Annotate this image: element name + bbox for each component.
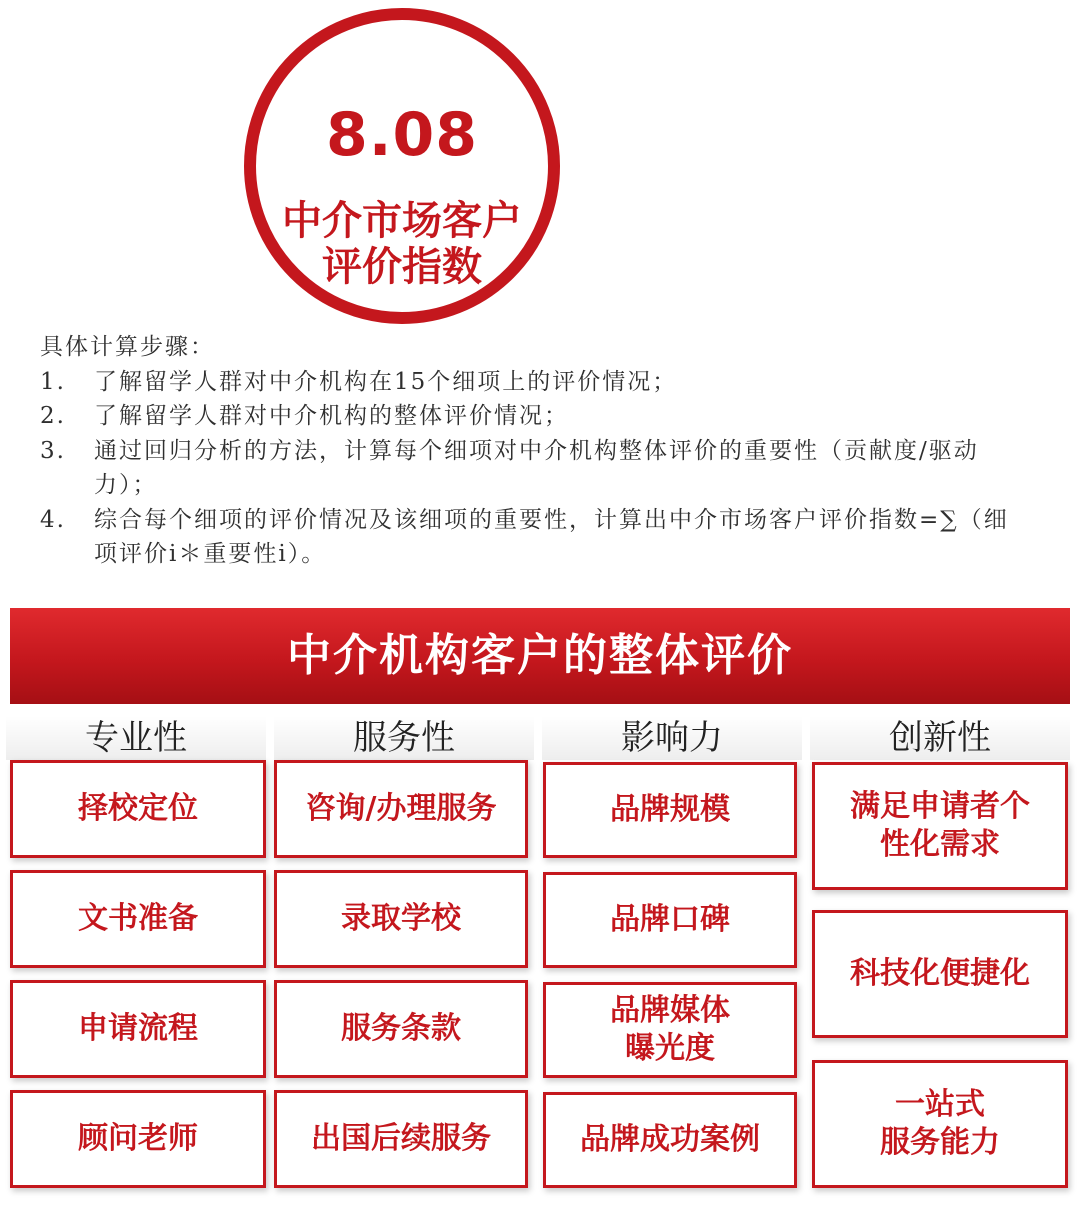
item-label: 出国后续服务 bbox=[311, 1121, 491, 1156]
item-label: 申请流程 bbox=[78, 1011, 198, 1046]
item-box bbox=[543, 1092, 797, 1188]
step-number: 1. bbox=[40, 368, 66, 395]
item-box bbox=[10, 1090, 266, 1188]
item-label: 顾问老师 bbox=[78, 1121, 198, 1156]
step-item bbox=[40, 434, 1020, 503]
item-box bbox=[274, 870, 528, 968]
overall-evaluation-banner: 中介机构客户的整体评价 bbox=[10, 608, 1070, 704]
item-box bbox=[274, 1090, 528, 1188]
step-number: 2. bbox=[40, 403, 66, 429]
step-item bbox=[40, 503, 1020, 572]
step-item bbox=[40, 365, 1020, 400]
item-label: 品牌成功案例 bbox=[580, 1122, 760, 1157]
column-header-influence: 影响力 bbox=[542, 716, 802, 760]
column-header-professionalism: 专业性 bbox=[6, 716, 266, 760]
item-box bbox=[812, 762, 1068, 890]
item-box bbox=[812, 910, 1068, 1038]
item-label: 一站式 服务能力 bbox=[880, 1087, 1000, 1160]
score-circle bbox=[244, 8, 560, 324]
item-label: 科技化便捷化 bbox=[850, 956, 1030, 991]
calculation-steps bbox=[40, 330, 1020, 572]
item-box bbox=[10, 870, 266, 968]
step-text: 综合每个细项的评价情况及该细项的重要性，计算出中介市场客户评价指数=∑（细项评价i＊重要性i）。 bbox=[94, 506, 1009, 567]
step-number: 3. bbox=[40, 437, 66, 464]
column-header-innovation: 创新性 bbox=[810, 716, 1070, 760]
item-box bbox=[10, 980, 266, 1078]
item-box bbox=[543, 872, 797, 968]
item-box bbox=[274, 980, 528, 1078]
item-label: 服务条款 bbox=[341, 1011, 461, 1046]
item-label: 咨询/办理服务 bbox=[305, 791, 497, 826]
item-label: 录取学校 bbox=[341, 901, 461, 936]
step-text: 了解留学人群对中介机构在15个细项上的评价情况； bbox=[94, 368, 678, 395]
step-number: 4. bbox=[40, 506, 66, 533]
score-title: 中介市场客户 评价指数 bbox=[282, 198, 522, 290]
item-box bbox=[812, 1060, 1068, 1188]
item-box bbox=[274, 760, 528, 858]
step-text: 了解留学人群对中介机构的整体评价情况； bbox=[94, 403, 569, 429]
column-header-service: 服务性 bbox=[274, 716, 534, 760]
steps-intro: 具体计算步骤： bbox=[40, 334, 215, 360]
item-label: 择校定位 bbox=[78, 791, 198, 826]
item-box bbox=[10, 760, 266, 858]
item-label: 品牌规模 bbox=[610, 792, 730, 827]
item-label: 文书准备 bbox=[78, 901, 198, 936]
item-box bbox=[543, 762, 797, 858]
step-item bbox=[40, 399, 1020, 434]
item-box bbox=[543, 982, 797, 1078]
item-label: 满足申请者个 性化需求 bbox=[850, 789, 1030, 862]
item-label: 品牌口碑 bbox=[610, 902, 730, 937]
item-label: 品牌媒体 曝光度 bbox=[610, 993, 730, 1066]
score-value: 8.08 bbox=[325, 100, 479, 170]
step-text: 通过回归分析的方法，计算每个细项对中介机构整体评价的重要性（贡献度/驱动力）； bbox=[94, 437, 979, 498]
